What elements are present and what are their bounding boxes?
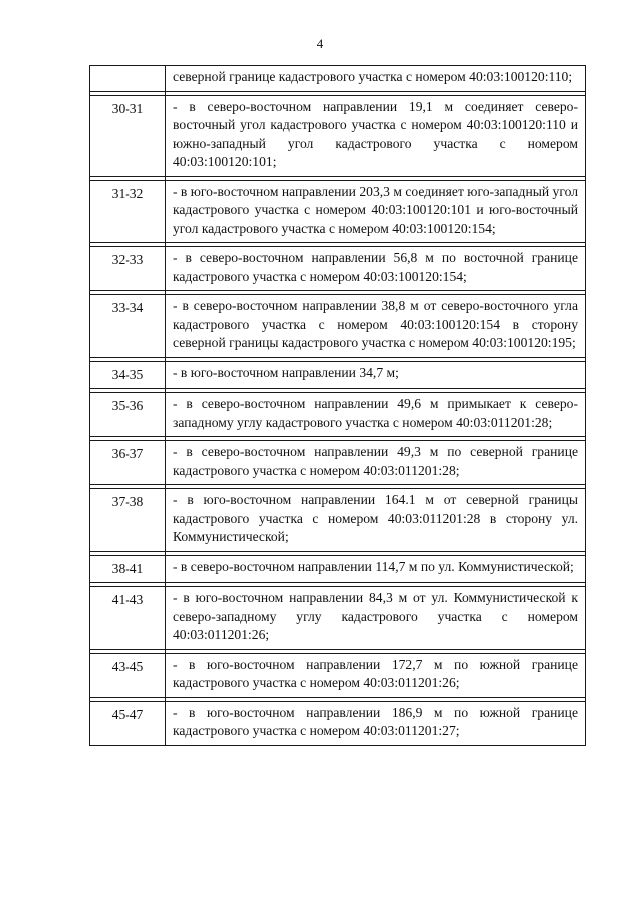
point-range-cell	[90, 66, 166, 92]
point-range-cell: 34-35	[90, 361, 166, 389]
boundary-description-cell: - в юго-восточном направлении 172,7 м по южной границе кадастрового участка с номером 40:03:011201:26;	[166, 653, 586, 697]
table-row	[90, 653, 586, 697]
table-row	[90, 701, 586, 745]
boundary-description-cell: - в северо-восточном направлении 38,8 м от северо-восточного угла кадастрового участка с номером 40:03:100120:154 в сторону северной границы кадастрового участка с номером 40:03:100120:195;	[166, 295, 586, 358]
boundary-description-cell: - в северо-восточном направлении 49,3 м по северной границе кадастрового участка с номером 40:03:011201:28;	[166, 441, 586, 485]
table-row	[90, 441, 586, 485]
boundary-description-cell: - в юго-восточном направлении 84,3 м от ул. Коммунистической к северо-западному углу кадастрового участка с номером 40:03:011201:26;	[166, 587, 586, 650]
point-range-cell: 32-33	[90, 247, 166, 291]
table-row	[90, 247, 586, 291]
boundary-description-cell: - в юго-восточном направлении 186,9 м по южной границе кадастрового участка с номером 40:03:011201:27;	[166, 701, 586, 745]
page-number: 4	[316, 36, 324, 51]
table-row	[90, 489, 586, 552]
point-range-cell: 35-36	[90, 393, 166, 437]
table-row	[90, 295, 586, 358]
boundary-description-cell: - в юго-восточном направлении 34,7 м;	[166, 361, 586, 389]
boundary-description-cell: - в северо-восточном направлении 49,6 м примыкает к северо-западному углу кадастрового участка с номером 40:03:011201:28;	[166, 393, 586, 437]
boundary-description-cell: - в юго-восточном направлении 203,3 м соединяет юго-западный угол кадастрового участка с номером 40:03:100120:101 и юго-восточный угол кадастрового участка с номером 40:03:100120:154;	[166, 180, 586, 243]
table-row	[90, 66, 586, 92]
point-range-cell: 36-37	[90, 441, 166, 485]
boundary-description-table	[89, 65, 586, 746]
point-range-cell: 31-32	[90, 180, 166, 243]
point-range-cell: 43-45	[90, 653, 166, 697]
boundary-description-cell: северной границе кадастрового участка с номером 40:03:100120:110;	[166, 66, 586, 92]
boundary-description-cell: - в северо-восточном направлении 56,8 м по восточной границе кадастрового участка с номером 40:03:100120:154;	[166, 247, 586, 291]
table-row	[90, 180, 586, 243]
point-range-cell: 41-43	[90, 587, 166, 650]
table-row	[90, 95, 586, 176]
table-row	[90, 555, 586, 583]
boundary-description-cell: - в юго-восточном направлении 164.1 м от северной границы кадастрового участка с номером 40:03:011201:28 в сторону ул. Коммунистической;	[166, 489, 586, 552]
table-row	[90, 393, 586, 437]
table-row	[90, 361, 586, 389]
point-range-cell: 30-31	[90, 95, 166, 176]
point-range-cell: 45-47	[90, 701, 166, 745]
point-range-cell: 38-41	[90, 555, 166, 583]
boundary-description-cell: - в северо-восточном направлении 19,1 м соединяет северо-восточный угол кадастрового участка с номером 40:03:100120:110 и южно-западный угол кадастрового участка с номером 40:03:100120:101;	[166, 95, 586, 176]
table-row	[90, 587, 586, 650]
point-range-cell: 33-34	[90, 295, 166, 358]
boundary-description-cell: - в северо-восточном направлении 114,7 м по ул. Коммунистической;	[166, 555, 586, 583]
point-range-cell: 37-38	[90, 489, 166, 552]
